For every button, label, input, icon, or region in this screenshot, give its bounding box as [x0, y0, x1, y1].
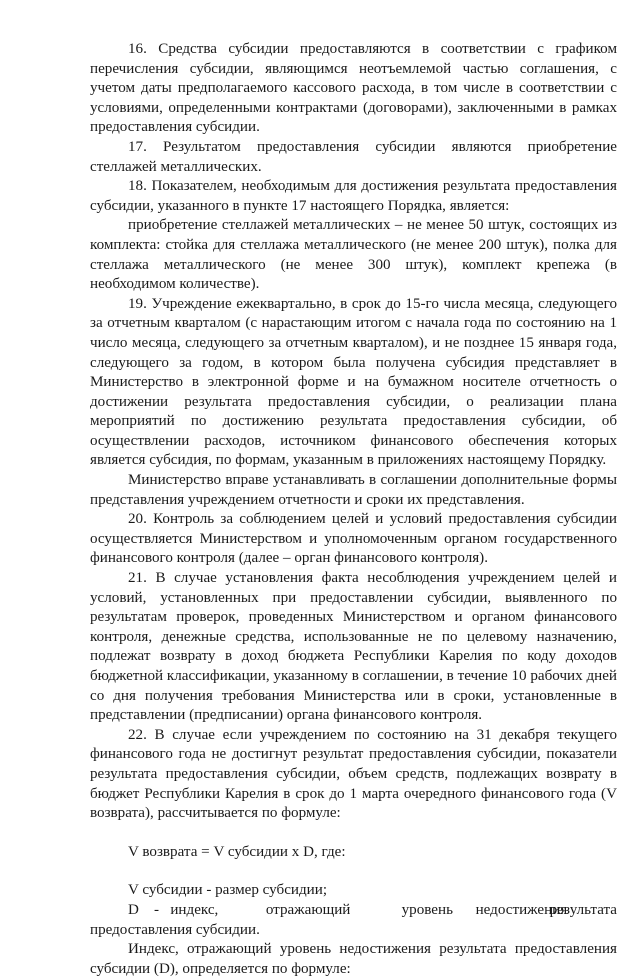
definition-d-row	[90, 901, 617, 921]
definition-v-subsidy: V субсидии - размер субсидии;	[128, 882, 328, 899]
formula-v-return: V возврата = V субсидии x D, где:	[128, 843, 346, 860]
definition-d-word1: индекс,	[170, 901, 219, 918]
paragraph-18-indicator: приобретение стеллажей металлических – не менее 50 штук, состоящих из комплекта: стойка для стеллажа металлического (не менее 200 штук), полка для стеллажа металлического (не менее 300 штук), комплект крепежа (в необходимом количестве).	[90, 217, 617, 293]
definition-d-continuation: предоставления субсидии.	[90, 921, 260, 938]
definition-d-word5: результата	[549, 901, 617, 918]
definition-d-symbol-group	[90, 901, 228, 921]
definition-d-word2: отражающий	[265, 901, 351, 918]
definition-d-dash: -	[154, 901, 160, 918]
paragraph-22: 22. В случае если учреждением по состоянию на 31 декабря текущего финансового года не достигнут результат предоставления субсидии, показатели результата предоставления субсидии, объем средств, подлежащих возврату в бюджет Республики Карелия в срок до 1 марта очередного финансового года (V возврата), рассчитывается по формуле:	[90, 726, 617, 822]
definition-d-word3: уровень	[401, 901, 453, 918]
definition-d-word3-group	[364, 901, 568, 921]
definition-d-symbol: D	[128, 901, 139, 918]
paragraph-16: 16. Средства субсидии предоставляются в соответствии с графиком перечисления субсидии, являющимся неотъемлемой частью соглашения, с учетом даты предполагаемого кассового расхода, в том числе в соответствии с условиями, определенными контрактами (договорами), заключенными в рамках предоставления субсидии.	[90, 41, 617, 136]
paragraph-17: 17. Результатом предоставления субсидии являются приобретение стеллажей металлических.	[90, 138, 617, 175]
paragraph-index: Индекс, отражающий уровень недостижения результата предоставления субсидии (D), определяется по формуле:	[90, 941, 617, 977]
paragraph-19-ministry: Министерство вправе устанавливать в соглашении дополнительные формы представления учреждением отчетности и сроки их представления.	[90, 472, 617, 508]
paragraph-19: 19. Учреждение ежеквартально, в срок до 15-го числа месяца, следующего за отчетным кварталом (с нарастающим итогом с начала года по состоянию на 1 число месяца, следующего за отчетным кварталом), и не позднее 15 января года, следующего за годом, в котором была получена субсидия представляет в Министерство в электронной форме и на бумажном носителе отчетность о достижении результата предоставления субсидии, о реализации плана мероприятий по достижению результата предоставления субсидии, об осуществлении расходов, источником финансового обеспечения которых является субсидия, по формам, указанным в приложениях настоящему Порядку.	[90, 295, 617, 469]
paragraph-21: 21. В случае установления факта несоблюдения учреждением целей и условий, установленных при предоставлении субсидии, выявленного по результатам проверок, проведенных Министерством и органом финансового контроля, денежные средства, использованные не по целевому назначению, подлежат возврату в доход бюджета Республики Карелия по коду доходов бюджетной классификации, указанному в соглашении, в течение 10 рабочих дней со дня получения требования Министерства или в сроки, установленные в представлении (предписании) органа финансового контроля.	[90, 570, 617, 724]
spacer	[90, 824, 617, 843]
paragraph-18: 18. Показателем, необходимым для достижения результата предоставления субсидии, указанного в пункте 17 настоящего Порядка, является:	[90, 178, 617, 214]
document-page	[90, 40, 617, 979]
paragraph-20: 20. Контроль за соблюдением целей и условий предоставления субсидии осуществляется Министерством и уполномоченным органом государственного финансового контроля (далее – орган финансового контроля).	[90, 511, 617, 567]
spacer	[90, 862, 617, 881]
definition-d-word4: недостижения	[475, 901, 568, 918]
